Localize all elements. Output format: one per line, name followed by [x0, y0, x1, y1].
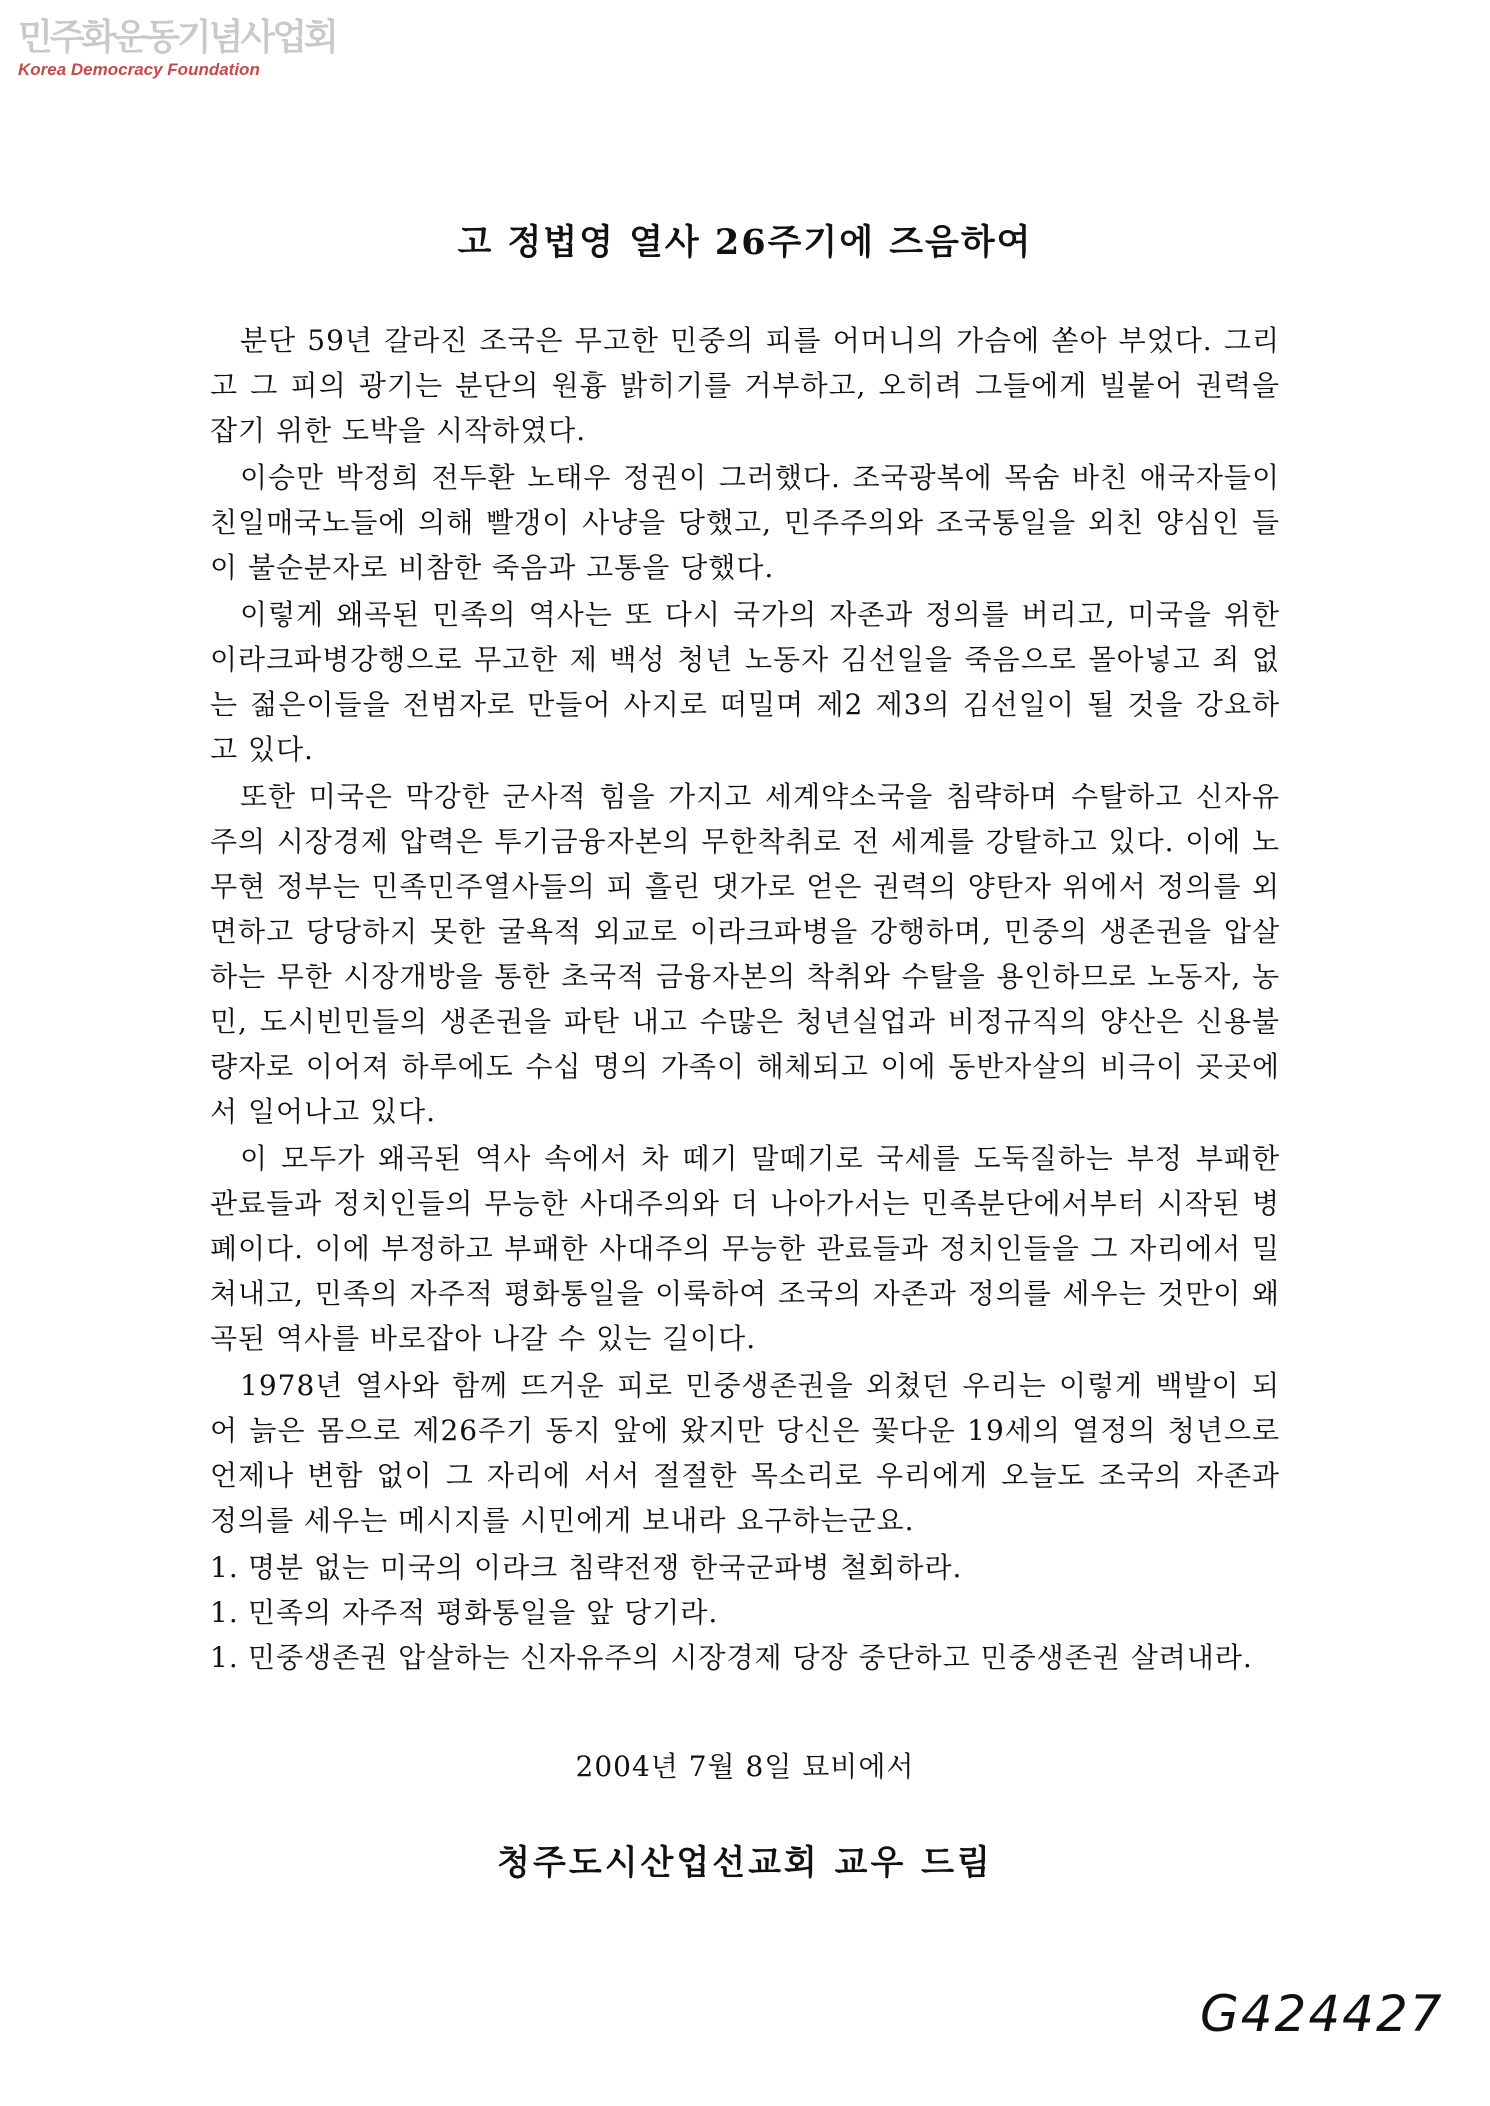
paragraph: 분단 59년 갈라진 조국은 무고한 민중의 피를 어머니의 가슴에 쏟아 부었다. 그리고 그 피의 광기는 분단의 원흉 밝히기를 거부하고, 오히려 그들에게 빌붙어 권력을 잡기 위한 도박을 시작하였다.: [210, 324, 1280, 447]
document-title: 고 정법영 열사 26주기에 즈음하여: [457, 222, 1033, 263]
document-signature: 청주도시산업선교회 교우 드림: [497, 1843, 993, 1883]
watermark-english: Korea Democracy Foundation: [18, 60, 260, 79]
handwritten-document-id: G424427: [1200, 1985, 1444, 2043]
watermark-logo: [18, 18, 336, 80]
document-body: [210, 318, 1280, 1680]
document-date: 2004년 7월 8일 묘비에서: [575, 1750, 915, 1783]
paragraph: 또한 미국은 막강한 군사적 힘을 가지고 세계약소국을 침략하며 수탈하고 신자유주의 시장경제 압력은 투기금융자본의 무한착취로 전 세계를 강탈하고 있다. 이에 노무현 정부는 민족민주열사들의 피 흘린 댓가로 얻은 권력의 양탄자 위에서 정의를 외면하고 당당하지 못한 굴욕적 외교로 이라크파병을 강행하며, 민중의 생존권을 압살하는 무한 시장개방을 통한 초국적 금융자본의 착취와 수탈을 용인하므로 노동자, 농민, 도시빈민들의 생존권을 파탄 내고 수많은 청년실업과 비정규직의 양산은 신용불량자로 이어져 하루에도 수십 명의 가족이 해체되고 이에 동반자살의 비극이 곳곳에서 일어나고 있다.: [210, 780, 1280, 1128]
demand-text: 명분 없는 미국의 이라크 침략전쟁 한국군파병 철회하라.: [248, 1551, 963, 1584]
demand-marker: 1.: [210, 1596, 239, 1629]
demand-item: [210, 1545, 1280, 1590]
demand-text: 민중생존권 압살하는 신자유주의 시장경제 당장 중단하고 민중생존권 살려내라.: [248, 1641, 1253, 1674]
paragraph: 1978년 열사와 함께 뜨거운 피로 민중생존권을 외쳤던 우리는 이렇게 백발이 되어 늙은 몸으로 제26주기 동지 앞에 왔지만 당신은 꽃다운 19세의 열정의 청년으로 언제나 변함 없이 그 자리에 서서 절절한 목소리로 우리에게 오늘도 조국의 자존과 정의를 세우는 메시지를 시민에게 보내라 요구하는군요.: [210, 1369, 1280, 1537]
paragraph: 이승만 박정희 전두환 노태우 정권이 그러했다. 조국광복에 목숨 바친 애국자들이 친일매국노들에 의해 빨갱이 사냥을 당했고, 민주주의와 조국통일을 외친 양심인 들이 불순분자로 비참한 죽음과 고통을 당했다.: [210, 461, 1280, 584]
demand-list: [210, 1545, 1280, 1680]
demand-item: [210, 1635, 1280, 1680]
demand-marker: 1.: [210, 1641, 239, 1674]
demand-item: [210, 1590, 1280, 1635]
watermark-korean: 민주화운동기념사업회: [18, 17, 336, 58]
paragraph: 이렇게 왜곡된 민족의 역사는 또 다시 국가의 자존과 정의를 버리고, 미국을 위한 이라크파병강행으로 무고한 제 백성 청년 노동자 김선일을 죽음으로 몰아넣고 죄 없는 젊은이들을 전범자로 만들어 사지로 떠밀며 제2 제3의 김선일이 될 것을 강요하고 있다.: [210, 598, 1280, 766]
paragraph: 이 모두가 왜곡된 역사 속에서 차 떼기 말떼기로 국세를 도둑질하는 부정 부패한 관료들과 정치인들의 무능한 사대주의와 더 나아가서는 민족분단에서부터 시작된 병폐이다. 이에 부정하고 부패한 사대주의 무능한 관료들과 정치인들을 그 자리에서 밀쳐내고, 민족의 자주적 평화통일을 이룩하여 조국의 자존과 정의를 세우는 것만이 왜곡된 역사를 바로잡아 나갈 수 있는 길이다.: [210, 1142, 1280, 1355]
demand-marker: 1.: [210, 1551, 239, 1584]
demand-text: 민족의 자주적 평화통일을 앞 당기라.: [248, 1596, 719, 1629]
